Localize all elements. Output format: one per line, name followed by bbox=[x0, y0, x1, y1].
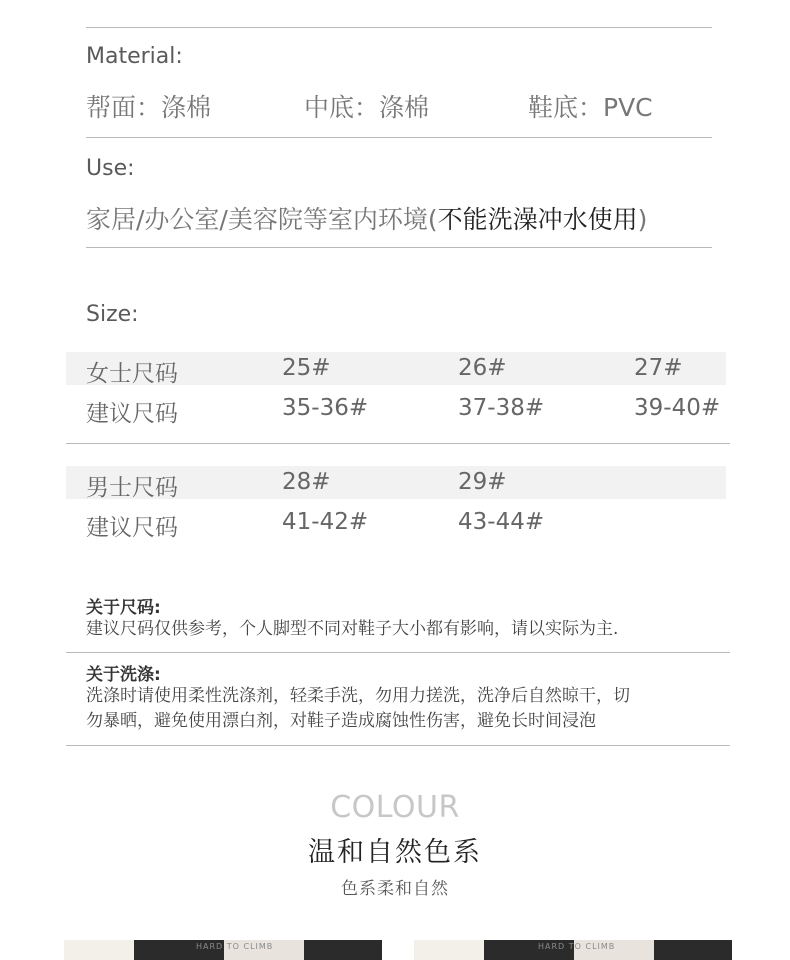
women-size-25: 25# bbox=[282, 355, 331, 381]
use-divider bbox=[86, 247, 712, 248]
use-text bbox=[86, 200, 647, 236]
colour-title: 温和自然色系 bbox=[308, 837, 482, 868]
size-note-title: 关于尺码: bbox=[86, 598, 161, 618]
men-suggest-1: 41-42# bbox=[282, 509, 369, 535]
material-upper: 帮面：涤棉 bbox=[86, 93, 212, 122]
material-midsole: 中底：涤棉 bbox=[304, 93, 430, 122]
women-size-27: 27# bbox=[634, 355, 683, 381]
colour-subtitle: 色系柔和自然 bbox=[341, 879, 449, 899]
photo-1-dark-right bbox=[304, 940, 382, 960]
photo-2-print: HARD TO CLIMB bbox=[538, 942, 616, 951]
men-suggest-header: 建议尺码 bbox=[86, 515, 178, 541]
photo-2-wall bbox=[414, 940, 484, 960]
women-size-26: 26# bbox=[458, 355, 507, 381]
material-outsole: 鞋底：PVC bbox=[528, 93, 653, 122]
use-environments: 家居/办公室/美容院等室内环境( bbox=[86, 205, 438, 234]
men-size-28: 28# bbox=[282, 469, 331, 495]
product-photo-2[interactable] bbox=[414, 940, 732, 960]
photo-2-dark-right bbox=[654, 940, 732, 960]
size-label: Size: bbox=[86, 302, 139, 327]
photo-1-wall bbox=[64, 940, 134, 960]
men-suggest-2: 43-44# bbox=[458, 509, 545, 535]
colour-heading-en: COLOUR bbox=[330, 790, 460, 825]
use-warning: 不能洗澡冲水使用 bbox=[437, 205, 638, 234]
men-size-header: 男士尺码 bbox=[86, 475, 178, 501]
women-table-divider bbox=[66, 443, 730, 444]
women-suggest-header: 建议尺码 bbox=[86, 401, 178, 427]
material-divider bbox=[86, 137, 712, 138]
size-note-divider bbox=[66, 652, 730, 653]
men-size-29: 29# bbox=[458, 469, 507, 495]
size-note-body: 建议尺码仅供参考，个人脚型不同对鞋子大小都有影响，请以实际为主. bbox=[86, 619, 619, 639]
photo-1-print: HARD TO CLIMB bbox=[196, 942, 274, 951]
women-suggest-2: 37-38# bbox=[458, 395, 545, 421]
women-size-header: 女士尺码 bbox=[86, 361, 178, 387]
wash-note-body-1: 洗涤时请使用柔性洗涤剂，轻柔手洗，勿用力搓洗，洗净后自然晾干，切 bbox=[86, 686, 630, 706]
use-close-paren: ) bbox=[637, 205, 648, 234]
wash-note-title: 关于洗涤: bbox=[86, 665, 161, 685]
wash-note-body-2: 勿暴晒，避免使用漂白剂，对鞋子造成腐蚀性伤害，避免长时间浸泡 bbox=[86, 711, 596, 731]
material-label: Material: bbox=[86, 44, 183, 69]
women-suggest-3: 39-40# bbox=[634, 395, 721, 421]
top-divider bbox=[86, 27, 712, 28]
women-suggest-1: 35-36# bbox=[282, 395, 369, 421]
wash-note-divider bbox=[66, 745, 730, 746]
use-label: Use: bbox=[86, 156, 135, 181]
product-photo-1[interactable] bbox=[64, 940, 382, 960]
